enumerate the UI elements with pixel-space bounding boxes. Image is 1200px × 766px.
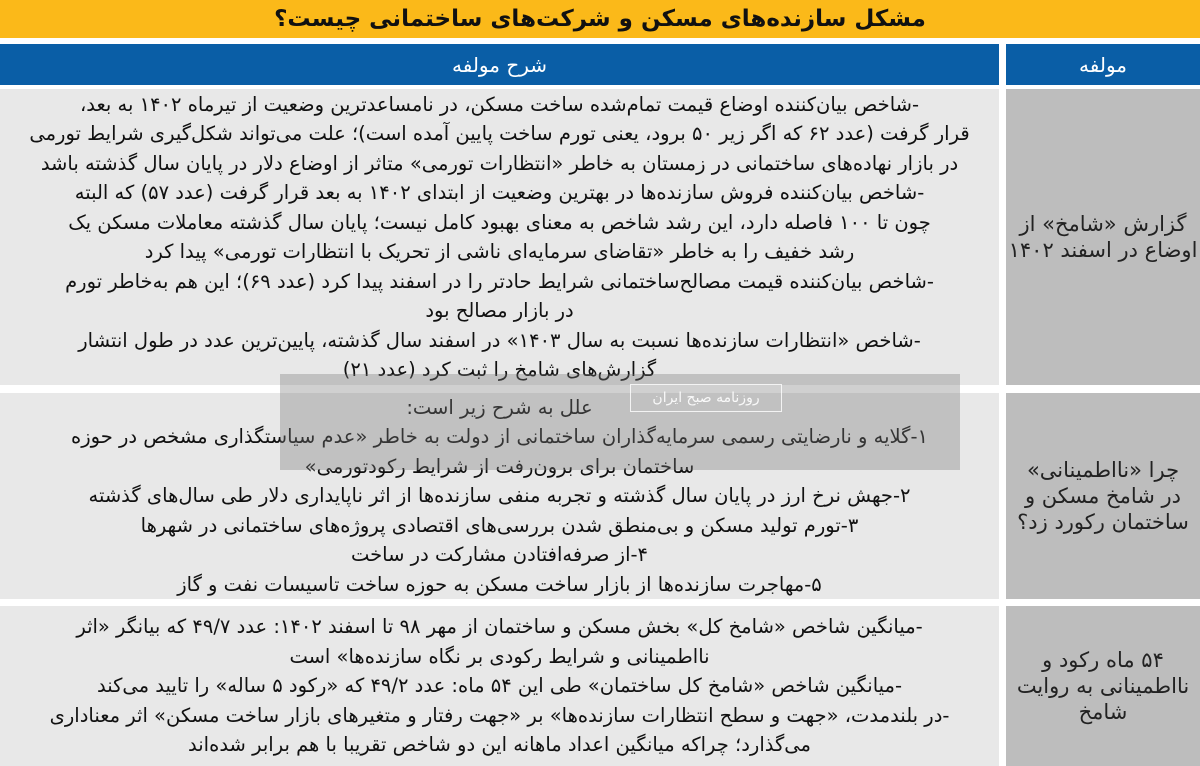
watermark-logo-text: روزنامه صبح ایران — [630, 384, 782, 412]
description-line: -شاخص بیان‌کننده قیمت مصالح‌ساختمانی شرایط حادتر را در اسفند پیدا کرد (عدد ۶۹)؛ این هم به‌خاطر تورم — [65, 269, 934, 293]
description-line: رشد خفیف را به خاطر «تقاضای سرمایه‌ای ناشی از تحریک با انتظارات تورمی» پیدا کرد — [144, 240, 855, 263]
row-2-component — [1006, 393, 1200, 599]
component-line: ساختمان رکورد زد؟ — [1017, 510, 1189, 534]
description-line: -شاخص «انتظارات سازنده‌ها نسبت به سال ۱۴۰۳» در اسفند سال گذشته، پایین‌ترین عدد در طول انتشار — [78, 328, 921, 352]
description-line: قرار گرفت (عدد ۶۲ که اگر زیر ۵۰ برود، یعنی تورم ساخت پایین آمده است)؛ علت می‌تواند شکل‌گیری شرایط تورمی — [29, 122, 970, 145]
component-line: ۵۴ ماه رکود و — [1042, 648, 1164, 672]
description-line: چون تا ۱۰۰ فاصله دارد، این رشد شاخص به معنای بهبود کامل نیست؛ پایان سال گذشته معاملات مسکن یک — [68, 210, 931, 234]
row-3-description — [0, 606, 999, 766]
description-line: ساختمان برای برون‌رفت از شرایط رکودتورمی» — [304, 454, 695, 478]
description-line: -شاخص بیان‌کننده فروش سازنده‌ها در بهترین وضعیت از ابتدای ۱۴۰۲ به بعد قرار گرفت (عدد ۵۷) که البته — [74, 181, 925, 204]
description-line: گزارش‌های شامخ را ثبت کرد (عدد ۲۱) — [342, 358, 657, 381]
row-2-description — [0, 393, 999, 599]
component-line: در شامخ مسکن و — [1024, 484, 1182, 508]
description-line: ۳-تورم تولید مسکن و بی‌منطق شدن بررسی‌های اقتصادی پروژه‌های ساختمانی در شهرها — [140, 513, 859, 537]
description-line: -در بلندمدت، «جهت و سطح انتظارات سازنده‌ها» بر «جهت رفتار و متغیرهای بازار ساخت مسکن» اثر معناداری — [49, 703, 950, 727]
component-line: نااطمینانی به روایت — [1016, 674, 1190, 698]
description-line: ۲-جهش نرخ ارز در پایان سال گذشته و تجربه منفی سازنده‌ها از اثر ناپایداری دلار طی سال‌های گذشته — [88, 484, 911, 508]
description-line: در بازار مصالح بود — [425, 299, 574, 322]
description-line: می‌گذارد؛ چراکه میانگین اعداد ماهانه این دو شاخص تقریبا با هم برابر شده‌اند — [188, 733, 811, 757]
description-line: ۴-از صرفه‌افتادن مشارکت در ساخت — [350, 543, 649, 567]
description-line: علل به شرح زیر است: — [406, 395, 593, 419]
header-component: مولفه — [1006, 44, 1200, 85]
description-line: -میانگین شاخص «شامخ کل ساختمان» طی این ۵۴ ماه: عدد ۴۹/۲ که «رکود ۵ ساله» را تایید می‌کند — [96, 674, 903, 698]
row-3-component — [1006, 606, 1200, 766]
description-line: نااطمینانی و شرایط رکودی بر نگاه سازنده‌ها» است — [289, 644, 710, 668]
description-line: ۵-مهاجرت سازنده‌ها از بازار ساخت مسکن به حوزه ساخت تاسیسات نفت و گاز — [177, 572, 822, 596]
component-line: چرا «نااطمینانی» — [1026, 458, 1180, 482]
row-1-description — [0, 89, 999, 385]
component-line: اوضاع در اسفند ۱۴۰۲ — [1008, 238, 1198, 262]
header-description: شرح مولفه — [0, 44, 999, 85]
component-line: گزارش «شامخ» از — [1019, 212, 1187, 236]
description-line: -شاخص بیان‌کننده اوضاع قیمت تمام‌شده ساخت مسکن، در نامساعدترین وضعیت از تیرماه ۱۴۰۲ به بعد، — [79, 92, 920, 116]
description-line: در بازار نهاده‌های ساختمانی در زمستان به خاطر «انتظارات تورمی» متاثر از اوضاع دلار در پایان سال گذشته باشد — [40, 151, 959, 175]
row-1-component — [1006, 89, 1200, 385]
table-title: مشکل سازنده‌های مسکن و شرکت‌های ساختمانی چیست؟ — [0, 0, 1200, 38]
component-line: شامخ — [1078, 700, 1128, 724]
description-line: -میانگین شاخص «شامخ کل» بخش مسکن و ساختمان از مهر ۹۸ تا اسفند ۱۴۰۲: عدد ۴۹/۷ که بیانگر «اثر — [76, 615, 923, 639]
description-line: ۱-گلایه و نارضایتی رسمی سرمایه‌گذاران ساختمانی از دولت به خاطر «عدم سیاستگذاری مشخص در حوزه — [71, 425, 928, 449]
